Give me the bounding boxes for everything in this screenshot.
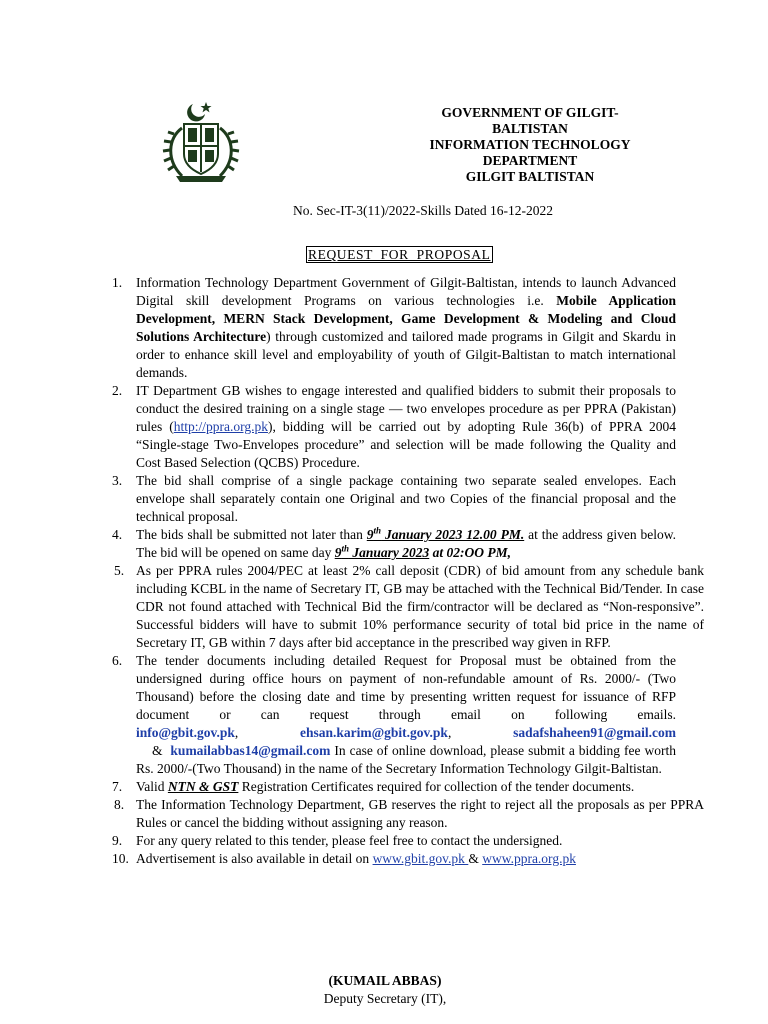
clause-text: Information Technology Department Government of Gilgit-Baltistan, intends to launch Advanced Digital skill development Programs on various technologies i.e. xyxy=(136,275,676,308)
header-line-3: INFORMATION TECHNOLOGY xyxy=(429,137,631,152)
clause-text: The tender documents including detailed Request for Proposal must be obtained from the undersigned during office hours on payment of non-refundable amount of Rs. 2000/- (Two Thousand) before the closing date and time by presenting written request for issuance of RFP document or can request through email on following emails. xyxy=(136,653,676,722)
clause-6 xyxy=(112,652,676,778)
title-text: REQUEST FOR PROPOSAL xyxy=(308,247,491,262)
clause-5 xyxy=(112,562,704,652)
clause-text: Valid xyxy=(136,779,168,794)
signature-block xyxy=(300,972,470,1008)
header-line-2: BALTISTAN xyxy=(492,121,568,136)
clause-number: 2. xyxy=(112,383,123,398)
clause-text: Advertisement is also available in detail on xyxy=(136,851,373,866)
clause-text: Registration Certificates required for collection of the tender documents. xyxy=(238,779,635,794)
opening-day-suffix: th xyxy=(341,543,349,554)
clause-number: 6. xyxy=(112,653,123,668)
clause-text: at the address given below. The bid will be opened on same day xyxy=(136,527,676,560)
header-line-1: GOVERNMENT OF GILGIT- xyxy=(441,105,619,120)
email-link[interactable]: ehsan.karim@gbit.gov.pk xyxy=(299,725,448,740)
email-link[interactable]: sadafshaheen91@gmail.com xyxy=(513,725,676,740)
clause-number: 8. xyxy=(114,797,125,812)
clause-text: In case of online download, please submit a bidding fee worth Rs. 2000/-(Two Thousand) in the name of the Secretary Information Technology Gilgit-Baltistan. xyxy=(136,743,676,776)
clause-number: 5. xyxy=(114,563,125,578)
department-header xyxy=(380,105,680,185)
clause-number: 7. xyxy=(112,779,123,794)
signatory-designation: Deputy Secretary (IT), xyxy=(323,991,447,1006)
clause-text: The bid shall comprise of a single package containing two separate sealed envelopes. Each envelope shall separately contain one Original and two Copies of the financial proposal and the technical proposal. xyxy=(136,473,676,524)
clause-number: 4. xyxy=(112,527,123,542)
clause-7 xyxy=(112,778,676,796)
deadline-day-suffix: th xyxy=(373,525,382,536)
clause-text: As per PPRA rules 2004/PEC at least 2% call deposit (CDR) of bid amount from any schedule bank including KCBL in the name of Secretary IT, GB may be attached with the Technical Bid/Tender. In case CDR not found attached with Technical Bid the firm/contractor will be declared as “Non-responsive”. Successful bidders will have to submit 10% performance security of total bid price in the name of Secretary IT, GB within 7 days after bid acceptance in the prescribed way given in RFP. xyxy=(136,563,704,650)
separator: , xyxy=(447,725,514,740)
clause-10 xyxy=(112,850,676,868)
clause-text: The bids shall be submitted not later than xyxy=(136,527,367,542)
opening-date xyxy=(335,545,430,560)
deadline-rest: January 2023 12.00 PM. xyxy=(381,527,525,542)
clause-4 xyxy=(112,526,676,562)
clause-text: & xyxy=(468,851,483,866)
deadline-day: 9 xyxy=(366,527,374,542)
clause-2 xyxy=(112,382,676,472)
clause-3 xyxy=(112,472,676,526)
opening-time: at 02:OO PM, xyxy=(429,545,511,560)
document-title xyxy=(306,247,493,263)
clause-bold-text: Mobile Application Development, MERN Stack Development, Game Development & Modeling and Cloud Solutions Architecture xyxy=(136,293,676,344)
clause-text: The Information Technology Department, GB reserves the right to reject all the proposals as per PPRA Rules or cancel the bidding without assigning any reason. xyxy=(136,797,704,830)
ppra-website-link[interactable]: www.ppra.org.pk xyxy=(482,851,576,866)
separator: , xyxy=(234,725,300,740)
clause-number: 9. xyxy=(112,833,123,848)
government-emblem-logo xyxy=(160,100,242,186)
clause-8 xyxy=(112,796,704,832)
clause-bold-text: NTN & GST xyxy=(167,779,239,794)
opening-rest: January 2023 xyxy=(348,545,430,560)
clause-9 xyxy=(112,832,676,850)
submission-deadline xyxy=(367,527,524,542)
signatory-name: (KUMAIL ABBAS) xyxy=(328,973,442,988)
clause-number: 3. xyxy=(112,473,123,488)
clause-text: For any query related to this tender, please feel free to contact the undersigned. xyxy=(136,833,563,848)
clause-number: 1. xyxy=(112,275,123,290)
rfp-clauses xyxy=(112,274,704,868)
separator: & xyxy=(136,743,171,758)
opening-day: 9 xyxy=(334,545,342,560)
email-link[interactable]: kumailabbas14@gmail.com xyxy=(170,743,331,758)
clause-text: IT Department GB wishes to engage interested and qualified bidders to submit their proposals to conduct the desired training on a single stage — two envelopes procedure as per PPRA (Pakistan) rules ( xyxy=(136,383,676,434)
clause-text: ) through customized and tailored made programs in Gilgit and Skardu in order to enhance skill level and employability of youth of Gilgit-Baltistan to match international demands. xyxy=(136,329,676,380)
header-line-4: DEPARTMENT xyxy=(482,153,578,168)
clause-text: ), bidding will be carried out by adopting Rule 36(b) of PPRA 2004 “Single-stage Two-Envelopes procedure” and selection will be made following the Quality and Cost Based Selection (QCBS) Procedure. xyxy=(136,419,676,470)
email-link[interactable]: info@gbit.gov.pk xyxy=(136,725,235,740)
clause-number: 10. xyxy=(112,851,129,866)
gbit-website-link[interactable]: www.gbit.gov.pk xyxy=(372,851,469,866)
ppra-link[interactable]: http://ppra.org.pk xyxy=(173,419,268,434)
header-line-5: GILGIT BALTISTAN xyxy=(465,169,595,184)
reference-number: No. Sec-IT-3(11)/2022-Skills Dated 16-12-2022 xyxy=(293,203,553,218)
clause-1 xyxy=(112,274,676,382)
